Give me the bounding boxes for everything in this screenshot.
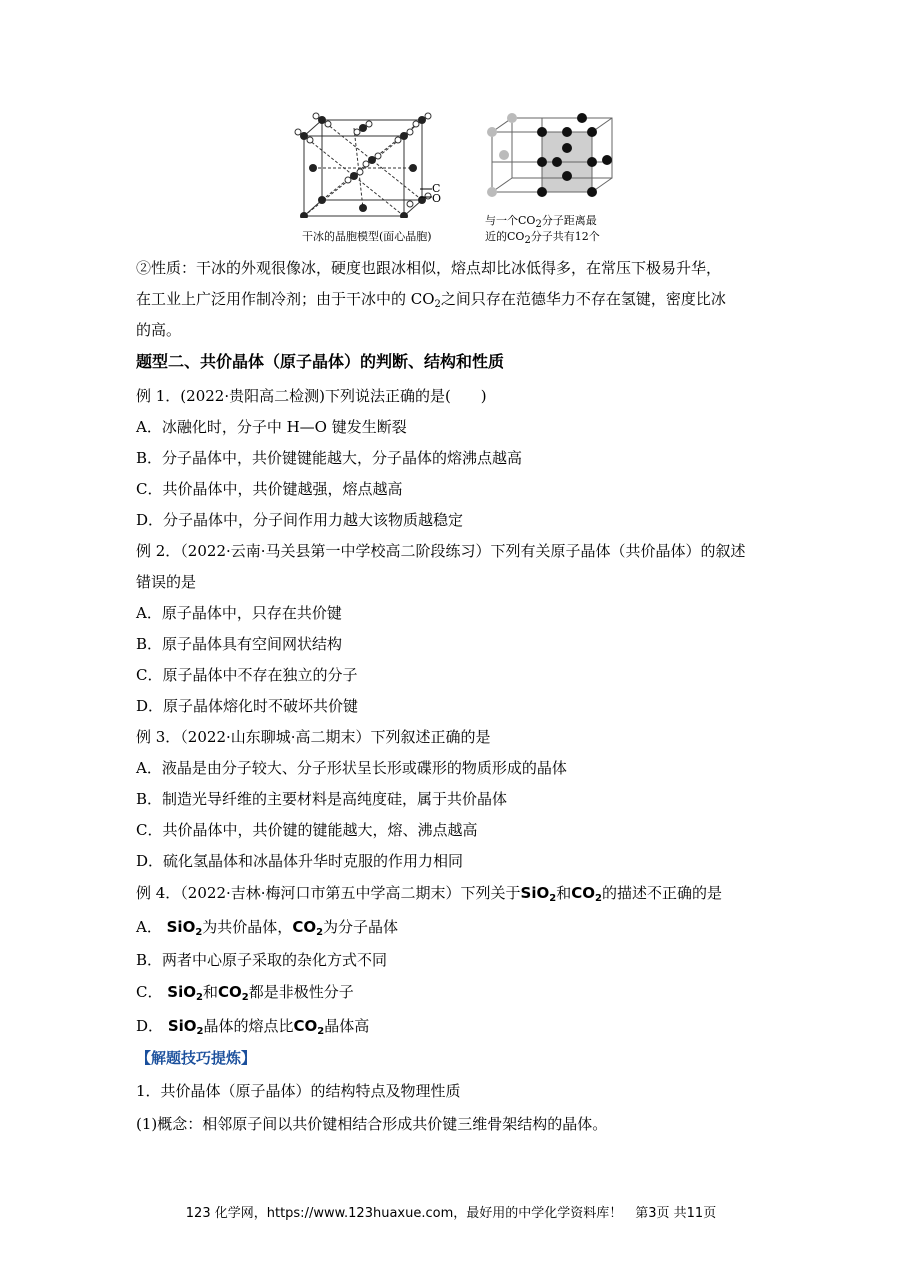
right-figure-caption-line2: 近的$CO_2$分子共有12个 <box>485 230 600 246</box>
page-footer: 123 化学网，https://www.123huaxue.com，最好用的中学化学资料库！ 第3页 共11页 <box>185 1206 717 1221</box>
label-carbon: C <box>432 182 441 195</box>
option-c: C． SiO$_2$和$CO_2$都是非极性分子 <box>136 983 354 1003</box>
option-b: B．两者中心原子采取的杂化方式不同 <box>136 951 388 969</box>
example-question-cont: 错误的是 <box>136 573 197 591</box>
option-d: D．分子晶体中，分子间作用力越大该物质越稳定 <box>136 511 464 529</box>
option-d: D． SiO$_2$晶体的熔点比$CO_2$晶体高 <box>136 1017 370 1037</box>
section-heading: 题型二、共价晶体（原子晶体）的判断、结构和性质 <box>136 352 505 371</box>
example-question: 例 4．（2022·吉林·梅河口市第五中学高二期末）下列关于SiO$_2$和$CO_2$的描述不正确的是 <box>136 884 722 904</box>
label-oxygen: O <box>432 192 442 205</box>
option-b: B．原子晶体具有空间网状结构 <box>136 635 343 653</box>
option-a: A．液晶是由分子较大、分子形状呈长形或碟形的物质形成的晶体 <box>136 759 567 777</box>
option-c: C．共价晶体中，共价键的键能越大，熔、沸点越高 <box>136 821 478 839</box>
option-d: D．原子晶体熔化时不破坏共价键 <box>136 697 359 715</box>
co2-neighbors-figure <box>482 110 622 210</box>
tips-heading: 【解题技巧提炼】 <box>136 1049 257 1067</box>
left-figure-caption: 干冰的晶胞模型(面心晶胞) <box>302 230 432 243</box>
crystal-figures <box>292 108 622 248</box>
option-d: D．硫化氢晶体和冰晶体升华时克服的作用力相同 <box>136 852 464 870</box>
example-question: 例 2．（2022·云南·马关县第一中学校高二阶段练习）下列有关原子晶体（共价晶体）的叙述 <box>136 542 746 560</box>
option-a: A． SiO$_2$为共价晶体，$CO_2$为分子晶体 <box>136 918 399 938</box>
tips-item: 1．共价晶体（原子晶体）的结构特点及物理性质 <box>136 1082 461 1100</box>
right-figure-caption-line1: 与一个$CO_2$分子距离最 <box>485 214 597 230</box>
option-c: C．原子晶体中不存在独立的分子 <box>136 666 358 684</box>
paragraph-line: ②性质：干冰的外观很像冰，硬度也跟冰相似，熔点却比冰低得多，在常压下极易升华， <box>136 259 722 277</box>
tips-item: (1)概念：相邻原子间以共价键相结合形成共价键三维骨架结构的晶体。 <box>136 1115 608 1133</box>
example-question: 例 1．(2022·贵阳高二检测)下列说法正确的是( ) <box>136 387 487 405</box>
option-c: C．共价晶体中，共价键越强，熔点越高 <box>136 480 403 498</box>
option-a: A．原子晶体中，只存在共价键 <box>136 604 342 622</box>
option-b: B．制造光导纤维的主要材料是高纯度硅，属于共价晶体 <box>136 790 508 808</box>
paragraph-line: 在工业上广泛用作制冷剂；由于干冰中的 $CO_2$之间只存在范德华力不存在氢键，密度比冰 <box>136 290 726 310</box>
example-question: 例 3．（2022·山东聊城·高二期末）下列叙述正确的是 <box>136 728 491 746</box>
option-b: B．分子晶体中，共价键键能越大，分子晶体的熔沸点越高 <box>136 449 523 467</box>
option-a: A．冰融化时，分子中 H—O 键发生断裂 <box>136 418 407 436</box>
dry-ice-unit-cell-figure <box>292 108 442 218</box>
paragraph-line: 的高。 <box>136 321 182 339</box>
